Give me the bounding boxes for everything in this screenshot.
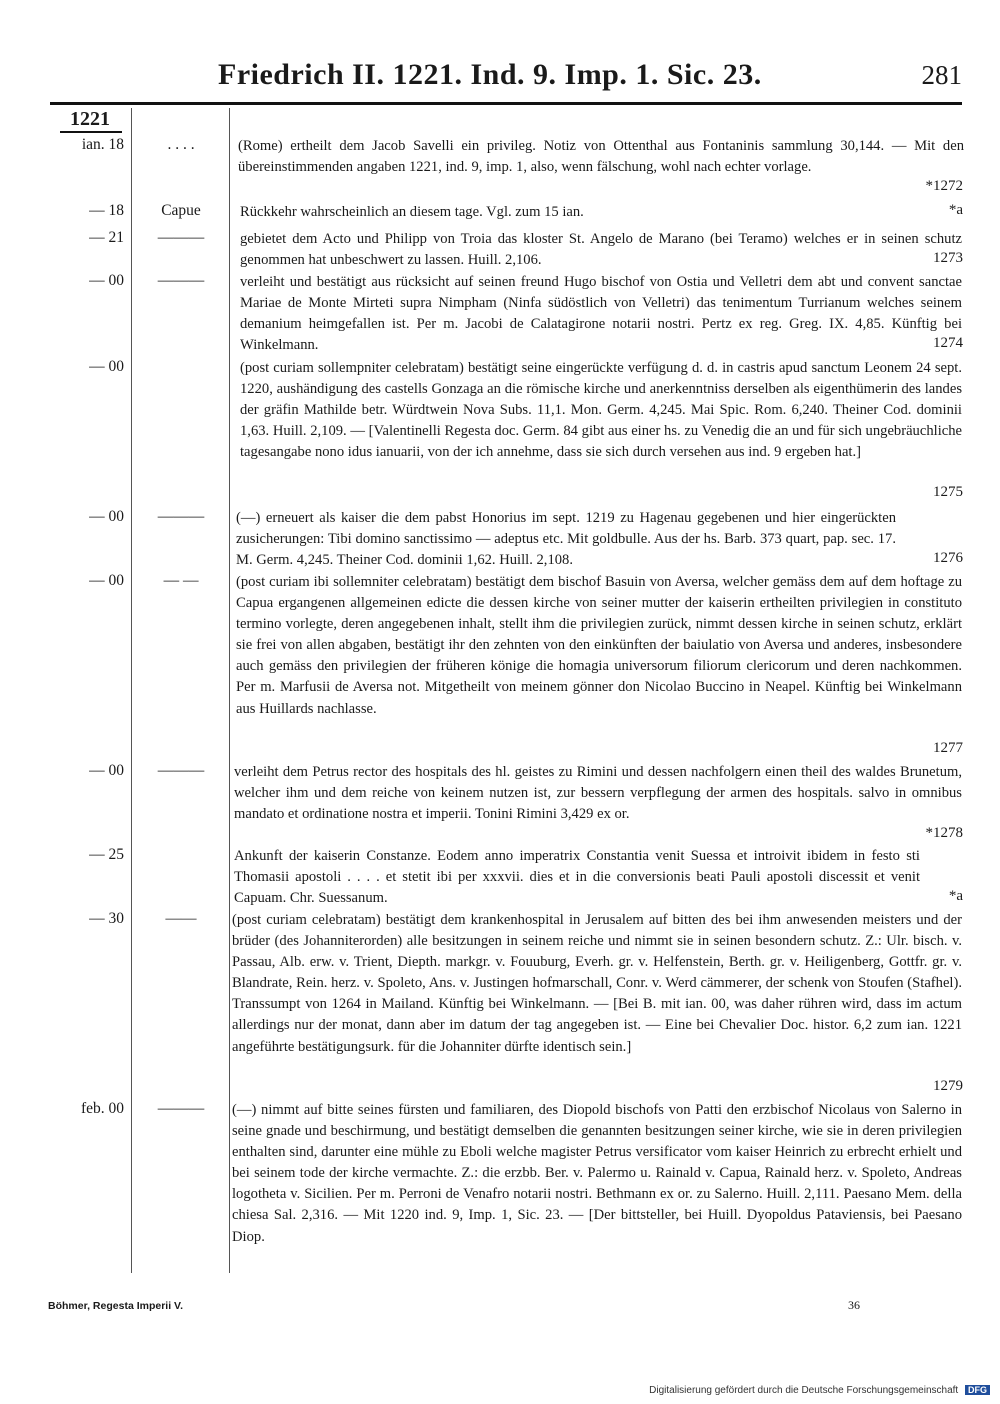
- entry-date: — 00: [89, 358, 124, 375]
- entry-body: Ankunft der kaiserin Constanze. Eodem anno imperatrix Constantia venit Suessa et introivit ibidem in festo sti Thomasii apostoli . . . . et stetit ibi per xxxvii. dies et in die conversionis beati Pauli apostoli discessit et venit Capuam. Chr. Suessanum.: [234, 848, 920, 907]
- page-number: 281: [921, 60, 962, 90]
- entry-text: [232, 910, 962, 1058]
- page-header: [0, 58, 1000, 98]
- entry-body: verleiht dem Petrus rector des hospitals des hl. geistes zu Rimini und dessen nachfolgern einen theil des waldes Brunetum, welcher ihm und dem reiche von keinem nutzen ist, zur bessern verpflegung der armen des hospitals. salvo in omnibus mandato et ordinatione nostra et imperii. Tonini Rimini 3,429 ex or.: [234, 764, 962, 823]
- entry-place: ——: [165, 910, 197, 927]
- entry-date: — 21: [89, 229, 124, 246]
- entry-date: — 00: [89, 762, 124, 779]
- entry-text: [240, 229, 962, 271]
- entry-number: 1279: [933, 1078, 963, 1094]
- entry-date: — 00: [89, 572, 124, 589]
- entry-place: Capue: [161, 202, 201, 219]
- entry-place: ———: [157, 272, 205, 289]
- entry-place: . . . .: [167, 136, 195, 153]
- entry-text: [238, 136, 964, 178]
- entry-number: 1277: [933, 740, 963, 756]
- entry-place: ———: [157, 229, 205, 246]
- year-underline: [60, 131, 122, 133]
- entry-number: 1273: [933, 250, 963, 266]
- footer-signature: 36: [848, 1298, 860, 1312]
- entry-body: verleiht und bestätigt aus rücksicht auf seinen freund Hugo bischof von Ostia und Velletri dem abt und convent sanctae Mariae de Monte Mirteti supra Nimpham (Ninfa südöstlich von Velletri) das tenimentum Turrianum welches seinem demanium heimgefallen ist. Per m. Jacobi de Calatagirone notarii nostri. Pertz ex reg. Greg. IX. 4,85. Künftig bei Winkelmann.: [240, 274, 962, 354]
- entry-place: ———: [157, 762, 205, 779]
- running-title: Friedrich II. 1221. Ind. 9. Imp. 1. Sic. 23.: [218, 58, 762, 91]
- year-heading: 1221: [70, 108, 110, 130]
- entry-number: 1276: [933, 550, 963, 566]
- digitization-credit: [649, 1385, 990, 1396]
- entry-body: (Rome) ertheilt dem Jacob Savelli ein privileg. Notiz von Ottenthal aus Fontaninis sammlung 30,144. — Mit den übereinstimmenden angaben 1221, ind. 9, imp. 1, also, wenn fälschung, wohl nach echter vorlage.: [238, 138, 964, 176]
- column-rule-place: [229, 108, 230, 1273]
- entry-text: [236, 572, 962, 720]
- credit-text: Digitalisierung gefördert durch die Deutsche Forschungsgemeinschaft: [649, 1385, 959, 1396]
- entry-date: — 18: [89, 202, 124, 219]
- entry-body: (—) nimmt auf bitte seines fürsten und familiaren, des Diopold bischofs von Patti den erzbischof Nicolaus von Salerno in seine gnade und beschirmung, und bestätigt demselben die genannten besitzungen seiner kirche, wie sie in deren privilegien enthalten sind, darunter eine mühle zu Eboli welche magister Petrus versificator vom kaiser Heinrich zu erbrecht erhielt und bei seinem tode der kirche vermachte. Z.: die erzbb. Ber. v. Palermo u. Rainald v. Capua, Rainald herz. v. Spoleto, Andreas logotheta v. Sicilien. Per m. Perroni de Venafro notarii nostri. Bethmann ex or. zu Salerno. Huill. 2,111. Paesano Mem. della chiesa Sal. 2,316. — Mit 1220 ind. 9, Imp. 1, Sic. 23. — [Der bittsteller, bei Huill. Dyopoldus Pataviensis, bei Paesano Diop.: [232, 1102, 962, 1245]
- entry-place: ———: [157, 1100, 205, 1117]
- entry-place: — —: [163, 572, 199, 589]
- entry-text: [234, 846, 920, 909]
- entry-number: *1278: [925, 825, 963, 841]
- entry-number: *a: [948, 202, 963, 218]
- entry-date: — 00: [89, 272, 124, 289]
- entry-body: (post curiam celebratam) bestätigt dem krankenhospital in Jerusalem auf bitten des bei ihm anwesenden meisters und der brüder (des Johanniterorden) alle besitzungen in seinem reiche und nimmt sie in seinen besondern schutz. Z.: Ulr. bisch. v. Passau, Alb. erw. v. Trient, Diepth. markgr. v. Fouuburg, Everh. gr. v. Helfenstein, Berth. gr. v. Heiligenberg, Gottfr. gr. v. Blandrate, Rein. herz. v. Spoleto, Ans. v. Justingen hofmarschall, Conr. v. Werd cämmerer, der schenk von Stoufen (Stafhel). Transsumpt von 1264 in Mailand. Künftig bei Winkelmann. — [Bei B. mit ian. 00, was daher rühren wird, dass im actum allerdings nur der monat, dann aber im datum der tag angegeben ist. — Eine bei Chevalier Doc. histor. 6,2 zum ian. 1221 angeführte bestätigungsurk. für die Johanniter dürfte identisch sein.]: [232, 912, 962, 1055]
- entry-text: [236, 508, 896, 571]
- entry-date: feb. 00: [80, 1100, 124, 1117]
- entry-number: *1272: [925, 178, 963, 194]
- entry-date: — 25: [89, 846, 124, 863]
- entry-body: (—) erneuert als kaiser die dem pabst Honorius im sept. 1219 zu Hagenau gegebenen und hier eingerückten zusicherungen: Tibi domino sanctissimo — adeptus etc. Mit goldbulle. Aus der hs. Barb. 373 quart, pap. sec. 17. M. Germ. 4,245. Theiner Cod. dominii 1,62. Huill. 2,108.: [236, 510, 896, 569]
- entry-body: gebietet dem Acto und Philipp von Troia das kloster St. Angelo de Marano (bei Teramo) welches er in seinen schutz genommen hat unbeschwert zu lassen. Huill. 2,106.: [240, 231, 962, 269]
- entry-date: — 00: [89, 508, 124, 525]
- entry-number: 1274: [933, 335, 963, 351]
- entry-text: [240, 272, 962, 356]
- entry-text: [240, 358, 962, 463]
- entry-date: ian. 18: [81, 136, 124, 153]
- entry-body: (post curiam sollempniter celebratam) bestätigt seine eingerückte verfügung d. d. in castris apud sanctum Leonem 24 sept. 1220, aushändigung des castells Gonzaga an die römische kirche und anerkenntniss derselben als eigenthümerin des landes der gräfin Mathilde betr. Würdtwein Nova Subs. 11,1. Mon. Germ. 4,245. Mai Spic. Rom. 6,240. Theiner Cod. dominii 1,63. Huill. 2,109. — [Valentinelli Regesta doc. Germ. 84 gibt aus einer hs. zu Venedig die an und für sich ungebräuchliche tagesangabe nono idus ianuarii, von der ich annehme, dass sie sich durch versehen aus ind. 9 ergeben hat.]: [240, 360, 962, 461]
- entry-number: *a: [948, 888, 963, 904]
- entry-place: ———: [157, 508, 205, 525]
- header-rule: [50, 102, 962, 105]
- entry-body: Rückkehr wahrscheinlich an diesem tage. Vgl. zum 15 ian.: [240, 204, 584, 220]
- entry-text: [232, 1100, 962, 1248]
- entry-text: [234, 762, 962, 825]
- dfg-logo: DFG: [965, 1385, 990, 1395]
- footer-source: Böhmer, Regesta Imperii V.: [48, 1300, 183, 1312]
- entry-text: [240, 202, 800, 223]
- entry-date: — 30: [89, 910, 124, 927]
- entry-number: 1275: [933, 484, 963, 500]
- column-rule-date: [131, 108, 132, 1273]
- entry-body: (post curiam ibi sollemniter celebratam) bestätigt dem bischof Basuin von Aversa, welcher gemäss dem auf dem hoftage zu Capua ergangenen allgemeinen edicte die dessen kirche von seiner mutter der kaiserin ertheilten privilegien in constituto termino vorlegte, deren angegebenen inhalt, stellt ihm die privilegien zurück, nimmt dessen kirche in seinen schutz, erklärt sie frei von allen abgaben, bestätigt ihr den zehnten von den einkünften der baiulatio von Aversa und anderes, insbesondere auch gemäss den privilegien der früheren könige die homagia universorum filiorum clericorum und deren nachkommen. Per m. Marfusii de Aversa not. Mitgetheilt von meinem gönner don Nicolao Buccino in Neapel. Künftig bei Winkelmann aus Huillards nachlasse.: [236, 574, 962, 717]
